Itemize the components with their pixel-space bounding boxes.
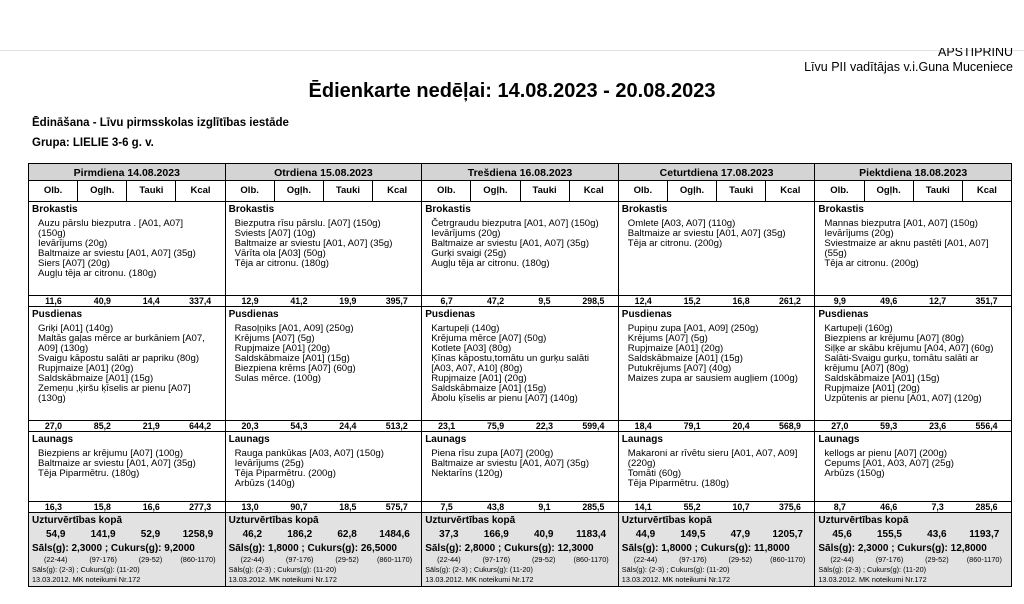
total-value: 85,2	[93, 421, 111, 431]
meal-items: Biezpiens ar krējumu [A07] (100g) Baltmaize ar sviestu [A01, A07] (35g) Tēja Piparmētru. (180g)	[38, 448, 196, 479]
day-header: Ceturtdiena 17.08.2023	[619, 163, 815, 181]
meal-items: Piena rīsu zupa [A07] (200g) Baltmaize ar sviestu [A01, A07] (35g) Nektarīns (120g)	[431, 448, 590, 479]
meal-name: Brokastis	[32, 204, 78, 215]
meal-items: Griķi [A01] (140g) Maltās gaļas mērce ar burkāniem [A07, A09] (130g) Svaigu kāpostu salāti ar papriku (80g) Rupjmaize [A01] (20g) Saldskābmaize [A01] (15g) Zemeņu ,ķiršu ķīselis ar pienu [A07] (130g)	[38, 323, 205, 404]
salt-sugar: Sāls(g): 2,3000 ; Cukurs(g): 9,2000	[32, 543, 195, 554]
column-header: Kcal	[387, 185, 408, 196]
meal-name: Launags	[228, 434, 270, 445]
meal-items: Kartupeļi (160g) Biezpiens ar krējumu [A07] (80g) Siļķe ar skābu krējumu [A04, A07] (60g) Salāti-Svaigu gurķu, tomātu salāti ar krējumu [A07] (80g) Saldskābmaize [A01] (15g) Rupjmaize [A01] (20g) Uzpūtenis ar pienu [A01, A07] (120g)	[824, 323, 994, 404]
total-value: 41,2	[290, 296, 308, 306]
column-header: Tauki	[521, 181, 570, 201]
summary-value: 166,9	[483, 529, 509, 540]
total-value: 261,2	[778, 296, 801, 306]
meal-items: Auzu pārslu biezputra . [A01, A07] (150g) Ievārījums (20g) Baltmaize ar sviestu [A01, A07] (35g) Siers [A07] (20g) Augļu tēja ar citronu. (180g)	[38, 218, 196, 279]
total-value: 14,4	[142, 296, 160, 306]
norm-range: (97-176)	[482, 555, 511, 564]
column-header: Olb.	[29, 181, 78, 201]
column-header: Ogļh.	[668, 181, 717, 201]
total-value: 75,9	[486, 421, 505, 431]
meal-items: Rauga pankūkas [A03, A07] (150g) Ievārījums (25g) Tēja Piparmētru. (200g) Arbūzs (140g)	[234, 448, 384, 489]
regulation-note: 13.03.2012. MK noteikumi Nr.172	[818, 575, 927, 584]
total-value: 27,0	[831, 421, 849, 431]
summary-value: 47,9	[730, 529, 751, 540]
meal-items: Biezputra rīsu pārslu. [A07] (150g) Sviests [A07] (10g) Baltmaize ar sviestu [A01, A07] (35g) Vārīta ola [A03] (50g) Tēja ar citronu. (180g)	[234, 218, 393, 269]
meal-totals	[815, 502, 1011, 513]
meal-name: Brokastis	[621, 204, 668, 215]
total-value: 9,5	[538, 296, 551, 306]
summary-title: Uzturvērtības kopā	[621, 515, 712, 526]
norm-range: (860-1170)	[770, 555, 806, 564]
total-value: 16,8	[732, 296, 750, 306]
meal-items: Četrgraudu biezputra [A01, A07] (150g) Ievārījums (20g) Baltmaize ar sviestu [A01, A07] (35g) Gurķi svaigi (25g) Augļu tēja ar citronu. (180g)	[431, 218, 599, 269]
meal-totals	[619, 502, 815, 513]
meal-name: Pusdienas	[818, 309, 869, 320]
meal-name: Pusdienas	[32, 309, 83, 320]
total-value: 556,4	[975, 421, 998, 431]
summary-value: 1205,7	[772, 529, 803, 540]
total-value: 15,2	[683, 296, 701, 306]
summary-value: 37,3	[439, 529, 459, 540]
regulation-note: 13.03.2012. MK noteikumi Nr.172	[32, 575, 141, 584]
salt-sugar-limits: Sāls(g): (2-3) ; Cukurs(g): (11-20)	[621, 565, 730, 574]
meal-totals	[29, 502, 225, 513]
summary-title: Uzturvērtības kopā	[425, 515, 516, 526]
summary-value: 186,2	[287, 529, 313, 540]
total-value: 46,6	[880, 502, 898, 512]
norm-range: (22-44)	[43, 555, 68, 564]
summary-value: 44,9	[635, 529, 656, 540]
norm-range: (860-1170)	[376, 555, 413, 564]
total-value: 18,5	[339, 502, 357, 512]
day-header: Piektdiena 18.08.2023	[815, 163, 1011, 181]
norm-range: (29-52)	[138, 555, 163, 564]
total-value: 59,3	[880, 421, 898, 431]
column-header: Olb.	[422, 181, 471, 201]
summary-values	[622, 527, 812, 543]
total-value: 10,7	[732, 502, 750, 512]
summary-values	[425, 527, 615, 543]
summary-value: 43,6	[927, 529, 947, 540]
summary-value: 1193,7	[969, 529, 1000, 540]
total-value: 513,2	[385, 421, 408, 431]
norm-range: (97-176)	[89, 555, 117, 564]
day-header: Pirmdiena 14.08.2023	[29, 163, 225, 181]
norm-range: (97-176)	[875, 555, 904, 564]
total-value: 9,1	[538, 502, 551, 512]
summary-value: 155,5	[876, 529, 902, 540]
meal-breakfast	[29, 201, 225, 296]
total-value: 16,3	[44, 502, 63, 512]
salt-sugar-limits: Sāls(g): (2-3) ; Cukurs(g): (11-20)	[425, 565, 533, 574]
total-value: 285,5	[582, 502, 605, 512]
meal-name: Launags	[621, 434, 663, 445]
meal-items: Rasoļņiks [A01, A09] (250g) Krējums [A07] (5g) Rupjmaize [A01] (20g) Saldskābmaize [A01] (15g) Biezpiena krēms [A07] (60g) Sulas mērce. (100g)	[234, 323, 356, 384]
total-value: 11,6	[45, 296, 62, 306]
total-value: 395,7	[385, 296, 408, 306]
meal-snack	[226, 431, 422, 502]
day-column-fri	[815, 163, 1012, 587]
meal-lunch	[815, 306, 1011, 421]
norm-range: (22-44)	[437, 555, 461, 564]
total-value: 285,6	[975, 502, 998, 512]
total-value: 19,9	[339, 296, 357, 306]
summary-value: 46,2	[242, 529, 263, 540]
meal-lunch	[29, 306, 225, 421]
total-value: 18,4	[634, 421, 652, 431]
total-value: 12,7	[929, 296, 947, 306]
salt-sugar: Sāls(g): 1,8000 ; Cukurs(g): 11,8000	[621, 543, 790, 554]
total-value: 27,0	[44, 421, 63, 431]
total-value: 575,7	[385, 502, 408, 512]
salt-sugar-limits: Sāls(g): (2-3) ; Cukurs(g): (11-20)	[818, 565, 927, 574]
column-header: Kcal	[780, 185, 801, 196]
day-column-tue	[226, 163, 423, 587]
total-value: 40,9	[93, 296, 111, 306]
meal-name: Brokastis	[228, 204, 275, 215]
summary-value: 1183,4	[576, 529, 607, 540]
summary-values	[32, 527, 222, 543]
column-header: Kcal	[583, 185, 604, 196]
meal-items: kellogs ar pienu [A07] (200g) Cepums [A01, A03, A07] (25g) Arbūzs (150g)	[824, 448, 954, 479]
column-header: Tauki	[324, 181, 373, 201]
total-value: 12,9	[241, 296, 259, 306]
meal-name: Launags	[818, 434, 860, 445]
total-value: 7,5	[440, 502, 453, 512]
summary-values	[818, 527, 1008, 543]
meal-snack	[422, 431, 618, 502]
norm-range: (29-52)	[335, 555, 359, 564]
column-headers	[815, 181, 1011, 202]
norm-ranges	[818, 555, 1008, 565]
total-value: 55,2	[683, 502, 701, 512]
column-header: Ogļh.	[78, 181, 127, 201]
approval-label: APSTIPRINU	[937, 48, 1013, 59]
total-value: 24,4	[339, 421, 357, 431]
meal-name: Brokastis	[818, 204, 864, 215]
total-value: 277,3	[189, 502, 212, 512]
day-header: Trešdiena 16.08.2023	[422, 163, 618, 181]
summary-value: 54,9	[45, 529, 66, 540]
total-value: 79,1	[683, 421, 701, 431]
total-value: 14,1	[634, 502, 652, 512]
regulation-note: 13.03.2012. MK noteikumi Nr.172	[425, 575, 534, 584]
total-value: 43,8	[486, 502, 505, 512]
norm-range: (860-1170)	[966, 555, 1002, 564]
total-value: 375,6	[778, 502, 801, 512]
meal-items: Kartupeļi (140g) Krējuma mērce [A07] (50g) Kotlete [A03] (80g) Ķīnas kāpostu,tomātu un gurķu salāti [A03, A07, A10] (80g) Rupjmaize [A01] (20g) Saldskābmaize [A01] (15g) Ābolu ķīselis ar pienu [A07] (140g)	[431, 323, 590, 404]
norm-range: (860-1170)	[180, 555, 216, 564]
total-value: 20,3	[241, 421, 259, 431]
salt-sugar-limits: Sāls(g): (2-3) ; Cukurs(g): (11-20)	[228, 565, 337, 574]
nutrition-summary	[226, 513, 422, 587]
summary-title: Uzturvērtības kopā	[228, 515, 319, 526]
day-header: Otrdiena 15.08.2023	[226, 163, 422, 181]
meal-items: Pupiņu zupa [A01, A09] (250g) Krējums [A07] (5g) Rupjmaize [A01] (20g) Saldskābmaize [A01] (15g) Putukrējums [A07] (40g) Maizes zupa ar sausiem augļiem (100g)	[627, 323, 798, 384]
total-value: 23,6	[929, 421, 947, 431]
summary-value: 1258,9	[182, 529, 214, 540]
meal-name: Brokastis	[425, 204, 471, 215]
column-header: Ogļh.	[865, 181, 914, 201]
total-value: 599,4	[582, 421, 605, 431]
norm-range: (29-52)	[925, 555, 949, 564]
total-value: 23,1	[438, 421, 456, 431]
meal-snack	[619, 431, 815, 502]
column-header: Olb.	[619, 181, 668, 201]
regulation-note: 13.03.2012. MK noteikumi Nr.172	[621, 575, 731, 584]
regulation-note: 13.03.2012. MK noteikumi Nr.172	[228, 575, 337, 584]
total-value: 22,3	[535, 421, 554, 431]
salt-sugar: Sāls(g): 1,8000 ; Cukurs(g): 26,5000	[228, 543, 397, 554]
norm-range: (29-52)	[531, 555, 556, 564]
menu-table	[28, 163, 1012, 587]
meal-items: Mannas biezputra [A01, A07] (150g) Ievārījums (20g) Sviestmaize ar aknu pastēti [A01, A07] (55g) Tēja ar citronu. (200g)	[824, 218, 989, 269]
column-headers	[226, 181, 422, 202]
meal-breakfast	[619, 201, 815, 296]
meal-snack	[815, 431, 1011, 502]
total-value: 337,4	[189, 296, 212, 306]
total-value: 12,4	[634, 296, 652, 306]
norm-ranges	[425, 555, 615, 565]
summary-value: 141,9	[90, 529, 116, 540]
column-header: Kcal	[976, 185, 997, 196]
column-headers	[29, 181, 225, 202]
salt-sugar: Sāls(g): 2,3000 ; Cukurs(g): 12,8000	[818, 543, 987, 554]
nutrition-summary	[29, 513, 225, 587]
summary-value: 149,5	[680, 529, 706, 540]
total-value: 6,7	[440, 296, 453, 306]
column-header: Tauki	[717, 181, 766, 201]
meal-items: Makaroni ar rīvētu sieru [A01, A07, A09] (220g) Tomāti (60g) Tēja Piparmētru. (180g)	[627, 448, 798, 489]
group-label: Grupa: LIELIE 3-6 g. v.	[32, 137, 154, 149]
column-header: Olb.	[815, 181, 864, 201]
day-column-wed	[422, 163, 619, 587]
column-header: Tauki	[127, 181, 176, 201]
meal-name: Launags	[32, 434, 74, 445]
day-column-mon	[29, 163, 226, 587]
meal-breakfast	[226, 201, 422, 296]
nutrition-summary	[619, 513, 815, 587]
total-value: 568,9	[778, 421, 801, 431]
norm-range: (29-52)	[728, 555, 753, 564]
meal-breakfast	[422, 201, 618, 296]
salt-sugar-limits: Sāls(g): (2-3) ; Cukurs(g): (11-20)	[32, 565, 140, 574]
summary-values	[229, 527, 419, 543]
day-column-thu	[619, 163, 816, 587]
norm-ranges	[32, 555, 222, 565]
column-header: Ogļh.	[471, 181, 520, 201]
approver-name: Līvu PII vadītājas v.i.Guna Muceniece	[804, 60, 1013, 74]
column-headers	[422, 181, 618, 202]
meal-name: Pusdienas	[228, 309, 279, 320]
summary-value: 62,8	[337, 529, 357, 540]
summary-value: 52,9	[140, 529, 161, 540]
meal-breakfast	[815, 201, 1011, 296]
summary-title: Uzturvērtības kopā	[32, 515, 123, 526]
nutrition-summary	[815, 513, 1011, 587]
meal-totals	[226, 502, 422, 513]
salt-sugar: Sāls(g): 2,8000 ; Cukurs(g): 12,3000	[425, 543, 594, 554]
total-value: 13,0	[241, 502, 259, 512]
meal-name: Launags	[425, 434, 467, 445]
norm-range: (22-44)	[240, 555, 265, 564]
total-value: 47,2	[486, 296, 505, 306]
norm-range: (97-176)	[285, 555, 314, 564]
total-value: 90,7	[290, 502, 308, 512]
meal-snack	[29, 431, 225, 502]
total-value: 7,3	[931, 502, 944, 512]
summary-value: 40,9	[533, 529, 554, 540]
total-value: 16,6	[142, 502, 160, 512]
total-value: 54,3	[290, 421, 308, 431]
meal-name: Pusdienas	[621, 309, 672, 320]
total-value: 644,2	[189, 421, 212, 431]
column-header: Tauki	[914, 181, 963, 201]
approval-block	[804, 48, 1013, 75]
norm-range: (22-44)	[633, 555, 658, 564]
norm-range: (860-1170)	[573, 555, 609, 564]
total-value: 20,4	[732, 421, 750, 431]
total-value: 9,9	[833, 296, 846, 306]
total-value: 15,8	[93, 502, 111, 512]
total-value: 49,6	[880, 296, 898, 306]
summary-value: 45,6	[832, 529, 852, 540]
total-value: 8,7	[833, 502, 846, 512]
meal-lunch	[226, 306, 422, 421]
meal-lunch	[619, 306, 815, 421]
total-value: 21,9	[142, 421, 160, 431]
column-headers	[619, 181, 815, 202]
column-header: Kcal	[190, 185, 211, 196]
norm-ranges	[229, 555, 419, 565]
norm-ranges	[622, 555, 812, 565]
total-value: 351,7	[975, 296, 998, 306]
nutrition-summary	[422, 513, 618, 587]
summary-title: Uzturvērtības kopā	[818, 515, 909, 526]
meal-name: Pusdienas	[425, 309, 476, 320]
meal-items: Omlete [A03, A07] (110g) Baltmaize ar sviestu [A01, A07] (35g) Tēja ar citronu. (200g)	[627, 218, 786, 249]
meal-lunch	[422, 306, 618, 421]
norm-range: (22-44)	[830, 555, 854, 564]
column-header: Ogļh.	[275, 181, 324, 201]
organization-label: Ēdināšana - Līvu pirmsskolas izglītības iestāde	[32, 117, 289, 129]
norm-range: (97-176)	[679, 555, 707, 564]
page-title: Ēdienkarte nedēļai: 14.08.2023 - 20.08.2023	[308, 80, 716, 102]
total-value: 298,5	[582, 296, 605, 306]
summary-value: 1484,6	[379, 529, 410, 540]
meal-totals	[422, 502, 618, 513]
column-header: Olb.	[226, 181, 275, 201]
